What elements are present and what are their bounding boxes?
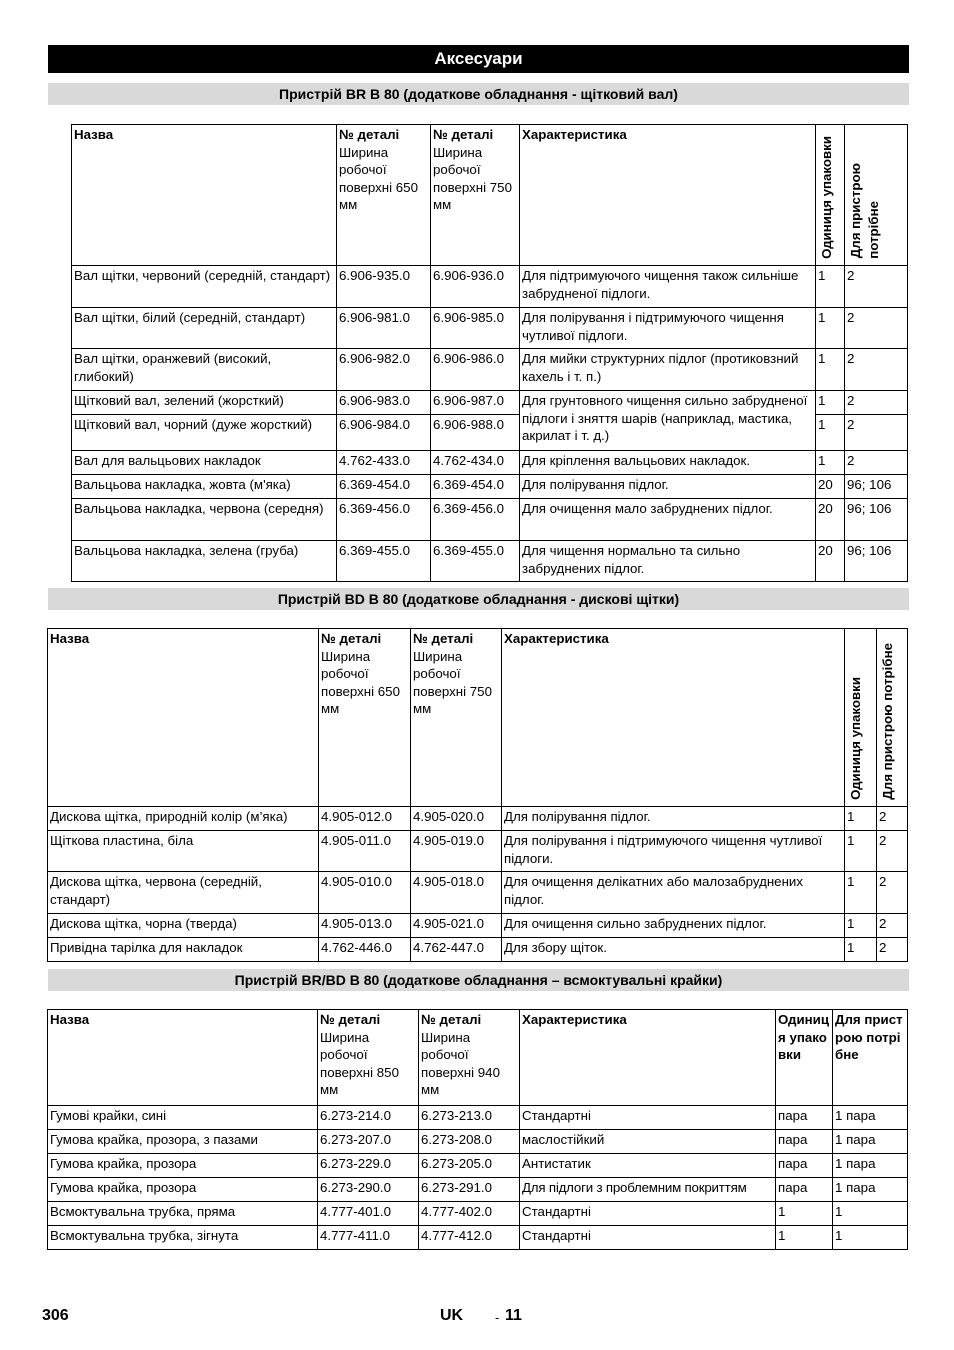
cell-part-940: 6.273-213.0 xyxy=(419,1106,520,1130)
cell-name: Вал щітки, оранжевий (високий, глибокий) xyxy=(72,349,337,391)
cell-name: Дискова щітка, червона (середній, стандарт) xyxy=(48,872,319,914)
cell-part-750: 4.762-434.0 xyxy=(431,451,520,475)
cell-unit: пара xyxy=(776,1130,833,1154)
cell-name: Вальцьова накладка, зелена (груба) xyxy=(72,541,337,582)
cell-part-650: 4.762-446.0 xyxy=(319,938,411,962)
cell-part-850: 6.273-214.0 xyxy=(318,1106,419,1130)
cell-part-940: 6.273-208.0 xyxy=(419,1130,520,1154)
table-row xyxy=(48,872,908,914)
section-heading-br: Пристрій BR B 80 (додаткове обладнання - щітковий вал) xyxy=(48,83,909,105)
cell-characteristic: Для полірування і підтримуючого чищення чутливої підлоги. xyxy=(520,308,816,349)
cell-unit: 1 xyxy=(816,266,845,308)
cell-need: 2 xyxy=(877,831,908,872)
cell-name: Вальцьова накладка, жовта (м'яка) xyxy=(72,475,337,499)
cell-name: Дискова щітка, чорна (тверда) xyxy=(48,914,319,938)
cell-part-850: 6.273-229.0 xyxy=(318,1154,419,1178)
cell-name: Гумова крайка, прозора xyxy=(48,1154,318,1178)
cell-unit: 1 xyxy=(845,807,877,831)
col-header-name: Назва xyxy=(48,629,319,807)
cell-unit: 1 xyxy=(845,914,877,938)
cell-characteristic: Для очищення мало забруднених підлог. xyxy=(520,499,816,541)
table-row xyxy=(48,1226,908,1250)
table-br xyxy=(71,124,908,582)
cell-need: 2 xyxy=(877,807,908,831)
table-row xyxy=(72,308,908,349)
col-header-characteristic: Характеристика xyxy=(502,629,845,807)
cell-unit: 1 xyxy=(776,1226,833,1250)
cell-unit: пара xyxy=(776,1106,833,1130)
cell-name: Вал для вальцьових накладок xyxy=(72,451,337,475)
cell-unit: 1 xyxy=(816,391,845,415)
cell-need: 1 пара xyxy=(833,1154,908,1178)
table-row xyxy=(72,451,908,475)
cell-unit: 1 xyxy=(816,451,845,475)
col-header-need: Для пристрою потрібне xyxy=(845,125,908,266)
cell-part-850: 4.777-401.0 xyxy=(318,1202,419,1226)
language-code: UK xyxy=(440,1307,464,1324)
cell-name: Щіткова пластина, біла xyxy=(48,831,319,872)
table-row xyxy=(48,807,908,831)
col-header-part-750: № деталі Ширина робочої поверхні 750 мм xyxy=(431,125,520,266)
col-header-part-940: № деталі Ширина робочої поверхні 940 мм xyxy=(419,1010,520,1106)
cell-part-850: 6.273-207.0 xyxy=(318,1130,419,1154)
cell-part-650: 6.906-981.0 xyxy=(337,308,431,349)
cell-name: Гумова крайка, прозора xyxy=(48,1178,318,1202)
col-header-name: Назва xyxy=(72,125,337,266)
cell-part-750: 6.906-986.0 xyxy=(431,349,520,391)
cell-part-850: 4.777-411.0 xyxy=(318,1226,419,1250)
cell-characteristic: Для очищення сильно забруднених підлог. xyxy=(502,914,845,938)
cell-unit: 1 xyxy=(776,1202,833,1226)
cell-part-650: 4.905-013.0 xyxy=(319,914,411,938)
col-header-part-650: № деталі Ширина робочої поверхні 650 мм xyxy=(319,629,411,807)
cell-part-940: 4.777-402.0 xyxy=(419,1202,520,1226)
cell-part-940: 4.777-412.0 xyxy=(419,1226,520,1250)
cell-unit: 1 xyxy=(816,349,845,391)
cell-characteristic: Для кріплення вальцьових накладок. xyxy=(520,451,816,475)
section-heading-brbd: Пристрій BR/BD B 80 (додаткове обладнання – всмоктувальні крайки) xyxy=(48,969,909,991)
col-header-characteristic: Характеристика xyxy=(520,125,816,266)
cell-part-750: 6.369-456.0 xyxy=(431,499,520,541)
cell-unit: пара xyxy=(776,1154,833,1178)
cell-part-940: 6.273-291.0 xyxy=(419,1178,520,1202)
cell-part-750: 4.905-018.0 xyxy=(411,872,502,914)
cell-characteristic: Для полірування підлог. xyxy=(520,475,816,499)
cell-characteristic: маслостійкий xyxy=(520,1130,776,1154)
cell-unit: 20 xyxy=(816,475,845,499)
table-row xyxy=(48,1106,908,1130)
cell-part-650: 6.906-935.0 xyxy=(337,266,431,308)
cell-part-750: 6.369-454.0 xyxy=(431,475,520,499)
cell-part-750: 6.369-455.0 xyxy=(431,541,520,582)
cell-need: 2 xyxy=(845,415,908,451)
cell-part-650: 6.369-454.0 xyxy=(337,475,431,499)
footer-dash: - xyxy=(495,1310,500,1325)
table-row xyxy=(72,266,908,308)
cell-name: Гумова крайка, прозора, з пазами xyxy=(48,1130,318,1154)
cell-name: Вал щітки, білий (середній, стандарт) xyxy=(72,308,337,349)
cell-part-750: 4.905-019.0 xyxy=(411,831,502,872)
cell-name: Дискова щітка, природній колір (м’яка) xyxy=(48,807,319,831)
cell-characteristic: Для полірування підлог. xyxy=(502,807,845,831)
cell-name: Привідна тарілка для накладок xyxy=(48,938,319,962)
cell-name: Щітковий вал, зелений (жорсткий) xyxy=(72,391,337,415)
cell-part-750: 4.762-447.0 xyxy=(411,938,502,962)
table-header-row xyxy=(72,125,908,266)
cell-characteristic: Для підлоги з проблемним покриттям xyxy=(520,1178,776,1202)
cell-part-750: 4.905-021.0 xyxy=(411,914,502,938)
table-row xyxy=(72,499,908,541)
table-row xyxy=(72,349,908,391)
cell-need: 2 xyxy=(877,914,908,938)
col-header-unit: Одиниця упаковки xyxy=(816,125,845,266)
cell-need: 1 пара xyxy=(833,1178,908,1202)
cell-part-750: 6.906-988.0 xyxy=(431,415,520,451)
col-header-characteristic: Характеристика xyxy=(520,1010,776,1106)
cell-characteristic: Для збору щіток. xyxy=(502,938,845,962)
cell-need: 2 xyxy=(845,349,908,391)
cell-part-750: 6.906-985.0 xyxy=(431,308,520,349)
cell-unit: 20 xyxy=(816,541,845,582)
col-header-part-650: № деталі Ширина робочої поверхні 650 мм xyxy=(337,125,431,266)
cell-part-750: 6.906-936.0 xyxy=(431,266,520,308)
col-header-part-750: № деталі Ширина робочої поверхні 750 мм xyxy=(411,629,502,807)
cell-need: 96; 106 xyxy=(845,541,908,582)
table-row xyxy=(72,541,908,582)
cell-part-750: 4.905-020.0 xyxy=(411,807,502,831)
cell-characteristic: Антистатик xyxy=(520,1154,776,1178)
cell-need: 96; 106 xyxy=(845,499,908,541)
sub-page-number: 11 xyxy=(505,1307,522,1324)
col-header-need: Для пристрою потрібне xyxy=(877,629,908,807)
col-header-part-850: № деталі Ширина робочої поверхні 850 мм xyxy=(318,1010,419,1106)
page-title: Аксесуари xyxy=(48,45,909,73)
cell-name: Щітковий вал, чорний (дуже жорсткий) xyxy=(72,415,337,451)
cell-part-650: 6.906-983.0 xyxy=(337,391,431,415)
cell-need: 1 пара xyxy=(833,1106,908,1130)
table-row xyxy=(48,1130,908,1154)
cell-part-650: 4.762-433.0 xyxy=(337,451,431,475)
cell-need: 1 пара xyxy=(833,1130,908,1154)
table-row xyxy=(72,391,908,415)
table-header-row xyxy=(48,1010,908,1106)
cell-need: 2 xyxy=(845,451,908,475)
cell-part-650: 6.369-455.0 xyxy=(337,541,431,582)
page-number: 306 xyxy=(42,1307,69,1324)
table-bd xyxy=(47,628,908,962)
cell-part-940: 6.273-205.0 xyxy=(419,1154,520,1178)
cell-need: 2 xyxy=(845,391,908,415)
table-row xyxy=(48,1154,908,1178)
cell-part-650: 4.905-010.0 xyxy=(319,872,411,914)
cell-unit: 1 xyxy=(845,938,877,962)
cell-need: 2 xyxy=(845,266,908,308)
cell-part-750: 6.906-987.0 xyxy=(431,391,520,415)
cell-unit: 1 xyxy=(816,308,845,349)
table-row xyxy=(48,938,908,962)
table-row xyxy=(48,1178,908,1202)
cell-characteristic: Для грунтовного чищення сильно забрудненої підлоги і зняття шарів (наприклад, мастика, акрилат і т. д.) xyxy=(520,391,816,451)
table-row xyxy=(48,914,908,938)
col-header-name: Назва xyxy=(48,1010,318,1106)
table-header-row xyxy=(48,629,908,807)
section-heading-bd: Пристрій BD B 80 (додаткове обладнання - дискові щітки) xyxy=(48,588,909,610)
cell-name: Вальцьова накладка, червона (середня) xyxy=(72,499,337,541)
cell-characteristic: Для очищення делікатних або малозабруднених підлог. xyxy=(502,872,845,914)
cell-name: Гумові крайки, сині xyxy=(48,1106,318,1130)
cell-need: 2 xyxy=(877,938,908,962)
cell-name: Всмоктувальна трубка, пряма xyxy=(48,1202,318,1226)
cell-unit: 20 xyxy=(816,499,845,541)
cell-unit: 1 xyxy=(845,872,877,914)
cell-unit: 1 xyxy=(816,415,845,451)
cell-characteristic: Для чищення нормально та сильно забруднених підлог. xyxy=(520,541,816,582)
cell-characteristic: Для мийки структурних підлог (протиковзний кахель і т. п.) xyxy=(520,349,816,391)
cell-name: Вал щітки, червоний (середній, стандарт) xyxy=(72,266,337,308)
cell-characteristic: Стандартні xyxy=(520,1226,776,1250)
cell-part-650: 6.369-456.0 xyxy=(337,499,431,541)
col-header-need: Для пристрою потрібне xyxy=(833,1010,908,1106)
cell-characteristic: Для полірування і підтримуючого чищення чутливої підлоги. xyxy=(502,831,845,872)
cell-unit: пара xyxy=(776,1178,833,1202)
table-row xyxy=(48,1202,908,1226)
cell-need: 96; 106 xyxy=(845,475,908,499)
cell-need: 1 xyxy=(833,1202,908,1226)
cell-part-650: 4.905-012.0 xyxy=(319,807,411,831)
cell-part-850: 6.273-290.0 xyxy=(318,1178,419,1202)
cell-need: 1 xyxy=(833,1226,908,1250)
cell-part-650: 4.905-011.0 xyxy=(319,831,411,872)
cell-characteristic: Для підтримуючого чищення також сильніше забрудненої підлоги. xyxy=(520,266,816,308)
cell-part-650: 6.906-982.0 xyxy=(337,349,431,391)
cell-name: Всмоктувальна трубка, зігнута xyxy=(48,1226,318,1250)
cell-part-650: 6.906-984.0 xyxy=(337,415,431,451)
cell-unit: 1 xyxy=(845,831,877,872)
cell-characteristic: Стандартні xyxy=(520,1202,776,1226)
col-header-unit: Одиниця упаковки xyxy=(776,1010,833,1106)
cell-need: 2 xyxy=(845,308,908,349)
cell-need: 2 xyxy=(877,872,908,914)
table-brbd xyxy=(47,1009,908,1250)
cell-characteristic: Стандартні xyxy=(520,1106,776,1130)
table-row xyxy=(48,831,908,872)
col-header-unit: Одиниця упаковки xyxy=(845,629,877,807)
table-row xyxy=(72,475,908,499)
